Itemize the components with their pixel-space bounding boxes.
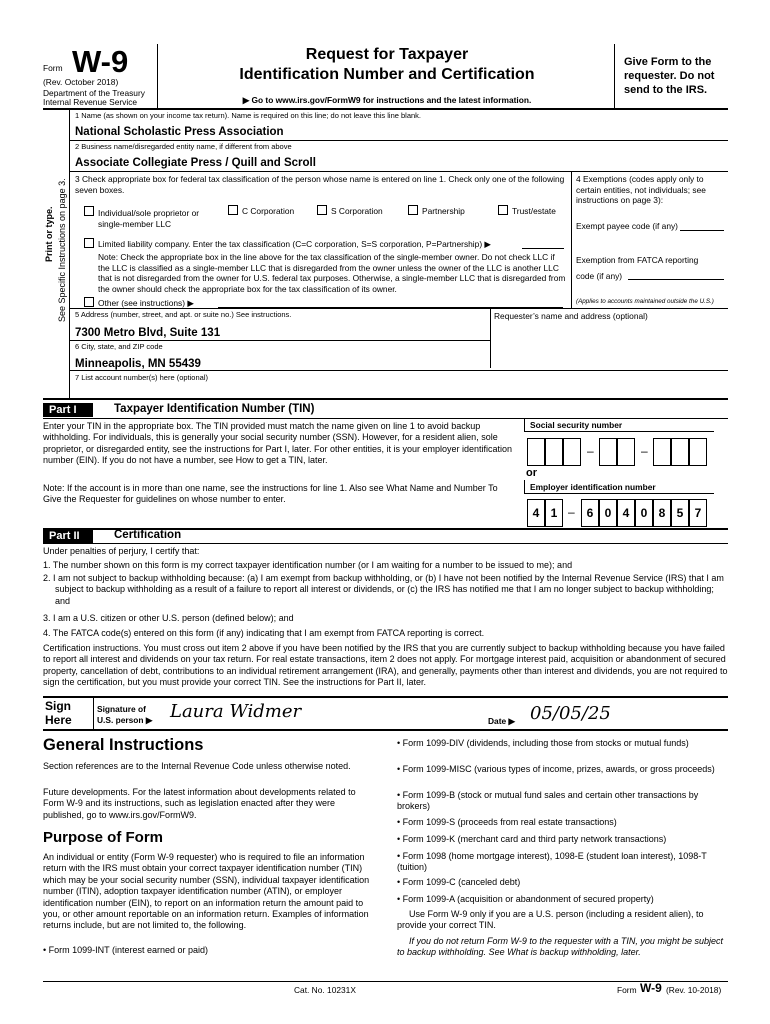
rc-item: • Form 1099-A (acquisition or abandonment of secured property) [397, 894, 654, 904]
part2-title: Certification [114, 529, 182, 541]
checkbox-individual[interactable] [84, 206, 94, 216]
fatca-applies: (Applies to accounts maintained outside the U.S.) [576, 298, 714, 305]
give-form-note: Give Form to the requester. Do not send to the IRS. [624, 56, 715, 96]
label-llc: Limited liability company. Enter the tax classification (C=C corporation, S=S corporation, P=Partnership) ▶ [98, 239, 491, 249]
ein-digit[interactable]: 4 [617, 499, 635, 527]
name-field[interactable]: National Scholastic Press Association [75, 126, 284, 138]
label-other: Other (see instructions) ▶ [98, 298, 194, 308]
label-partnership: Partnership [422, 206, 465, 216]
ein-digit[interactable]: 0 [599, 499, 617, 527]
rc-item: • Form 1098 (home mortgage interest), 1098-E (student loan interest), 1098-T (tuition) [397, 851, 707, 873]
line7-label: 7 List account number(s) here (optional) [75, 373, 208, 382]
form-title-2: Identification Number and Certification [239, 66, 535, 83]
ssn-box[interactable] [599, 438, 617, 466]
part1-note: Note: If the account is in more than one name, see the instructions for line 1. Also see What Name and Number To Give the Requester for guidelines on whose number to enter. [43, 483, 498, 505]
checkbox-trust[interactable] [498, 205, 508, 215]
part1-label: Part I [43, 403, 93, 417]
signature-date[interactable]: 05/05/25 [530, 703, 611, 724]
here-word: Here [45, 713, 72, 727]
line3-intro: 3 Check appropriate box for federal tax classification of the person whose name is entered on line 1. Check only one of the following seven boxes. [75, 174, 565, 195]
ssn-label: Social security number [530, 420, 623, 430]
ein-digit[interactable]: 5 [671, 499, 689, 527]
ein-digit[interactable]: 1 [545, 499, 563, 527]
line1-label: 1 Name (as shown on your income tax return). Name is required on this line; do not leave this line blank. [75, 111, 422, 120]
goto-link: ▶ Go to www.irs.gov/FormW9 for instructions and the latest information. [242, 95, 532, 105]
line5-label: 5 Address (number, street, and apt. or suite no.) See instructions. [75, 310, 292, 319]
signature-label-1: Signature of [97, 704, 146, 714]
ssn-box[interactable] [689, 438, 707, 466]
signature[interactable]: Laura Widmer [170, 701, 302, 722]
ssn-box[interactable] [527, 438, 545, 466]
footer-form: Form [617, 985, 637, 995]
irs: Internal Revenue Service [43, 97, 138, 107]
business-name-field[interactable]: Associate Collegiate Press / Quill and Scroll [75, 157, 316, 169]
gi-p2: Future developments. For the latest information about developments related to Form W-9 and its instructions, such as legislation enacted after they were published, go to www.irs.gov/FormW9. [43, 787, 356, 820]
requester-label: Requester’s name and address (optional) [494, 311, 648, 321]
cert-item-3: 3. I am a U.S. citizen or other U.S. person (defined below); and [43, 613, 294, 623]
checkbox-c-corp[interactable] [228, 205, 238, 215]
ssn-box[interactable] [617, 438, 635, 466]
ein-digit[interactable]: 0 [635, 499, 653, 527]
part1-title: Taxpayer Identification Number (TIN) [114, 403, 315, 415]
label-s-corp: S Corporation [331, 206, 383, 216]
ein-digit[interactable]: 4 [527, 499, 545, 527]
side-instructions: See Specific Instructions on page 3. [57, 178, 67, 322]
revision: (Rev. October 2018) [43, 77, 119, 87]
label-individual: Individual/sole proprietor or single-member LLC [98, 208, 200, 229]
ein-digit[interactable]: 6 [581, 499, 599, 527]
part2-label: Part II [43, 529, 93, 543]
ssn-box[interactable] [545, 438, 563, 466]
checkbox-partnership[interactable] [408, 205, 418, 215]
llc-note: Note: Check the appropriate box in the line above for the tax classification of the single-member owner. Do not check LLC if the LLC is classified as a single-member LLC that is disregarded from the owner unless the owner of the LLC is another LLC that is not disregarded from the owner for U.S. federal tax purposes. Otherwise, a single-member LLC that is disregarded from the owner should check the appropriate box for the tax classification of its owner. [98, 252, 566, 294]
footer-rev: (Rev. 10-2018) [666, 985, 722, 995]
ssn-dash: – [641, 444, 648, 458]
ein-label: Employer identification number [530, 482, 656, 492]
ssn-box[interactable] [671, 438, 689, 466]
rc-item: • Form 1099-C (canceled debt) [397, 877, 521, 887]
cert-item-2: 2. I am not subject to backup withholding because: (a) I am exempt from backup withholding, or (b) I have not been notified by the Internal Revenue Service (IRS) that I am subject to backup withholding as a result of a failure to report all interest or dividends, or (c) the IRS has notified me that I am no longer subject to backup withholding; and [43, 573, 724, 606]
ssn-dash: – [587, 444, 594, 458]
cert-item-1: 1. The number shown on this form is my correct taxpayer identification number (or I am waiting for a number to be issued to me); and [43, 560, 573, 570]
ein-dash: – [568, 505, 575, 519]
dept: Department of the Treasury [43, 88, 145, 98]
or-label: or [526, 467, 537, 479]
checkbox-other[interactable] [84, 297, 94, 307]
form-title-1: Request for Taxpayer [305, 46, 469, 63]
line6-label: 6 City, state, and ZIP code [75, 342, 163, 351]
sign-word: Sign [45, 699, 71, 713]
ein-digit[interactable]: 7 [689, 499, 707, 527]
cert-item-4: 4. The FATCA code(s) entered on this form (if any) indicating that I am exempt from FATCA reporting is correct. [43, 628, 485, 638]
ssn-box[interactable] [563, 438, 581, 466]
rc-item: • Form 1099-B (stock or mutual fund sales and certain other transactions by brokers) [397, 790, 699, 812]
date-label: Date ▶ [488, 716, 515, 726]
cert-instructions: Certification instructions. You must cross out item 2 above if you have been notified by the IRS that you are currently subject to backup withholding because you have failed to report all interest and dividends on your tax return. For real estate transactions, item 2 does not apply. For mortgage interest paid, acquisition or abandonment of secured property, cancellation of debt, contributions to an individual retirement arrangement (IRA), and generally, payments other than interest and dividends, you are not required to sign the certification, but you must provide your correct TIN. See the instructions for Part II, later. [43, 643, 728, 688]
footer-w9: W-9 [640, 981, 662, 995]
gi-title: General Instructions [43, 736, 204, 754]
cat-number: Cat. No. 10231X [294, 985, 356, 995]
ein-digit[interactable]: 8 [653, 499, 671, 527]
part1-text: Enter your TIN in the appropriate box. The TIN provided must match the name given on line 1 to avoid backup withholding. For individuals, this is generally your social security number (SSN). However, for a resident alien, sole proprietor, or disregarded entity, see the instructions for Part I, later. For other entities, it is your employer identification number (EIN). If you do not have a number, see How to get a TIN, later. [43, 421, 513, 466]
gi-bullet-int: • Form 1099-INT (interest earned or paid) [43, 945, 209, 955]
purpose-p: An individual or entity (Form W-9 requester) who is required to file an information return with the IRS must obtain your correct taxpayer identification number (TIN) which may be your social security number (SSN), individual taxpayer identification number (ITIN), adoption taxpayer identification number (ATIN), or employer identification number (EIN), to report on an information return the amount paid to you, or other amount reportable on an information return. Examples of information returns include, but are not limited to, the following. [43, 852, 370, 931]
label-c-corp: C Corporation [242, 206, 295, 216]
form-word: Form [43, 63, 63, 73]
checkbox-llc[interactable] [84, 238, 94, 248]
part2-intro: Under penalties of perjury, I certify that: [43, 546, 200, 556]
rc-item: • Form 1099-MISC (various types of income, prizes, awards, or gross proceeds) [397, 764, 715, 774]
city-field[interactable]: Minneapolis, MN 55439 [75, 358, 201, 370]
fatca-label: Exemption from FATCA reporting code (if any) [576, 255, 699, 281]
address-field[interactable]: 7300 Metro Blvd, Suite 131 [75, 327, 221, 339]
gi-p1: Section references are to the Internal Revenue Code unless otherwise noted. [43, 761, 351, 771]
signature-label-2: U.S. person ▶ [97, 715, 153, 725]
rc-backup: If you do not return Form W-9 to the requester with a TIN, you might be subject to backup withholding. See What is backup withholding, later. [397, 936, 723, 958]
checkbox-s-corp[interactable] [317, 205, 327, 215]
rc-item: • Form 1099-S (proceeds from real estate transactions) [397, 817, 617, 827]
rc-item: • Form 1099-K (merchant card and third party network transactions) [397, 834, 667, 844]
exemptions-title: 4 Exemptions (codes apply only to certain entities, not individuals; see instructions on page 3): [576, 174, 706, 205]
rc-use: Use Form W-9 only if you are a U.S. person (including a resident alien), to provide your correct TIN. [397, 909, 704, 931]
rc-item: • Form 1099-DIV (dividends, including those from stocks or mutual funds) [397, 738, 689, 748]
form-number: W-9 [72, 44, 129, 79]
label-trust: Trust/estate [512, 206, 556, 216]
exempt-payee-label: Exempt payee code (if any) [576, 221, 678, 231]
ssn-box[interactable] [653, 438, 671, 466]
purpose-title: Purpose of Form [43, 829, 164, 846]
side-print: Print or type. [44, 206, 54, 262]
line2-label: 2 Business name/disregarded entity name, if different from above [75, 142, 292, 151]
